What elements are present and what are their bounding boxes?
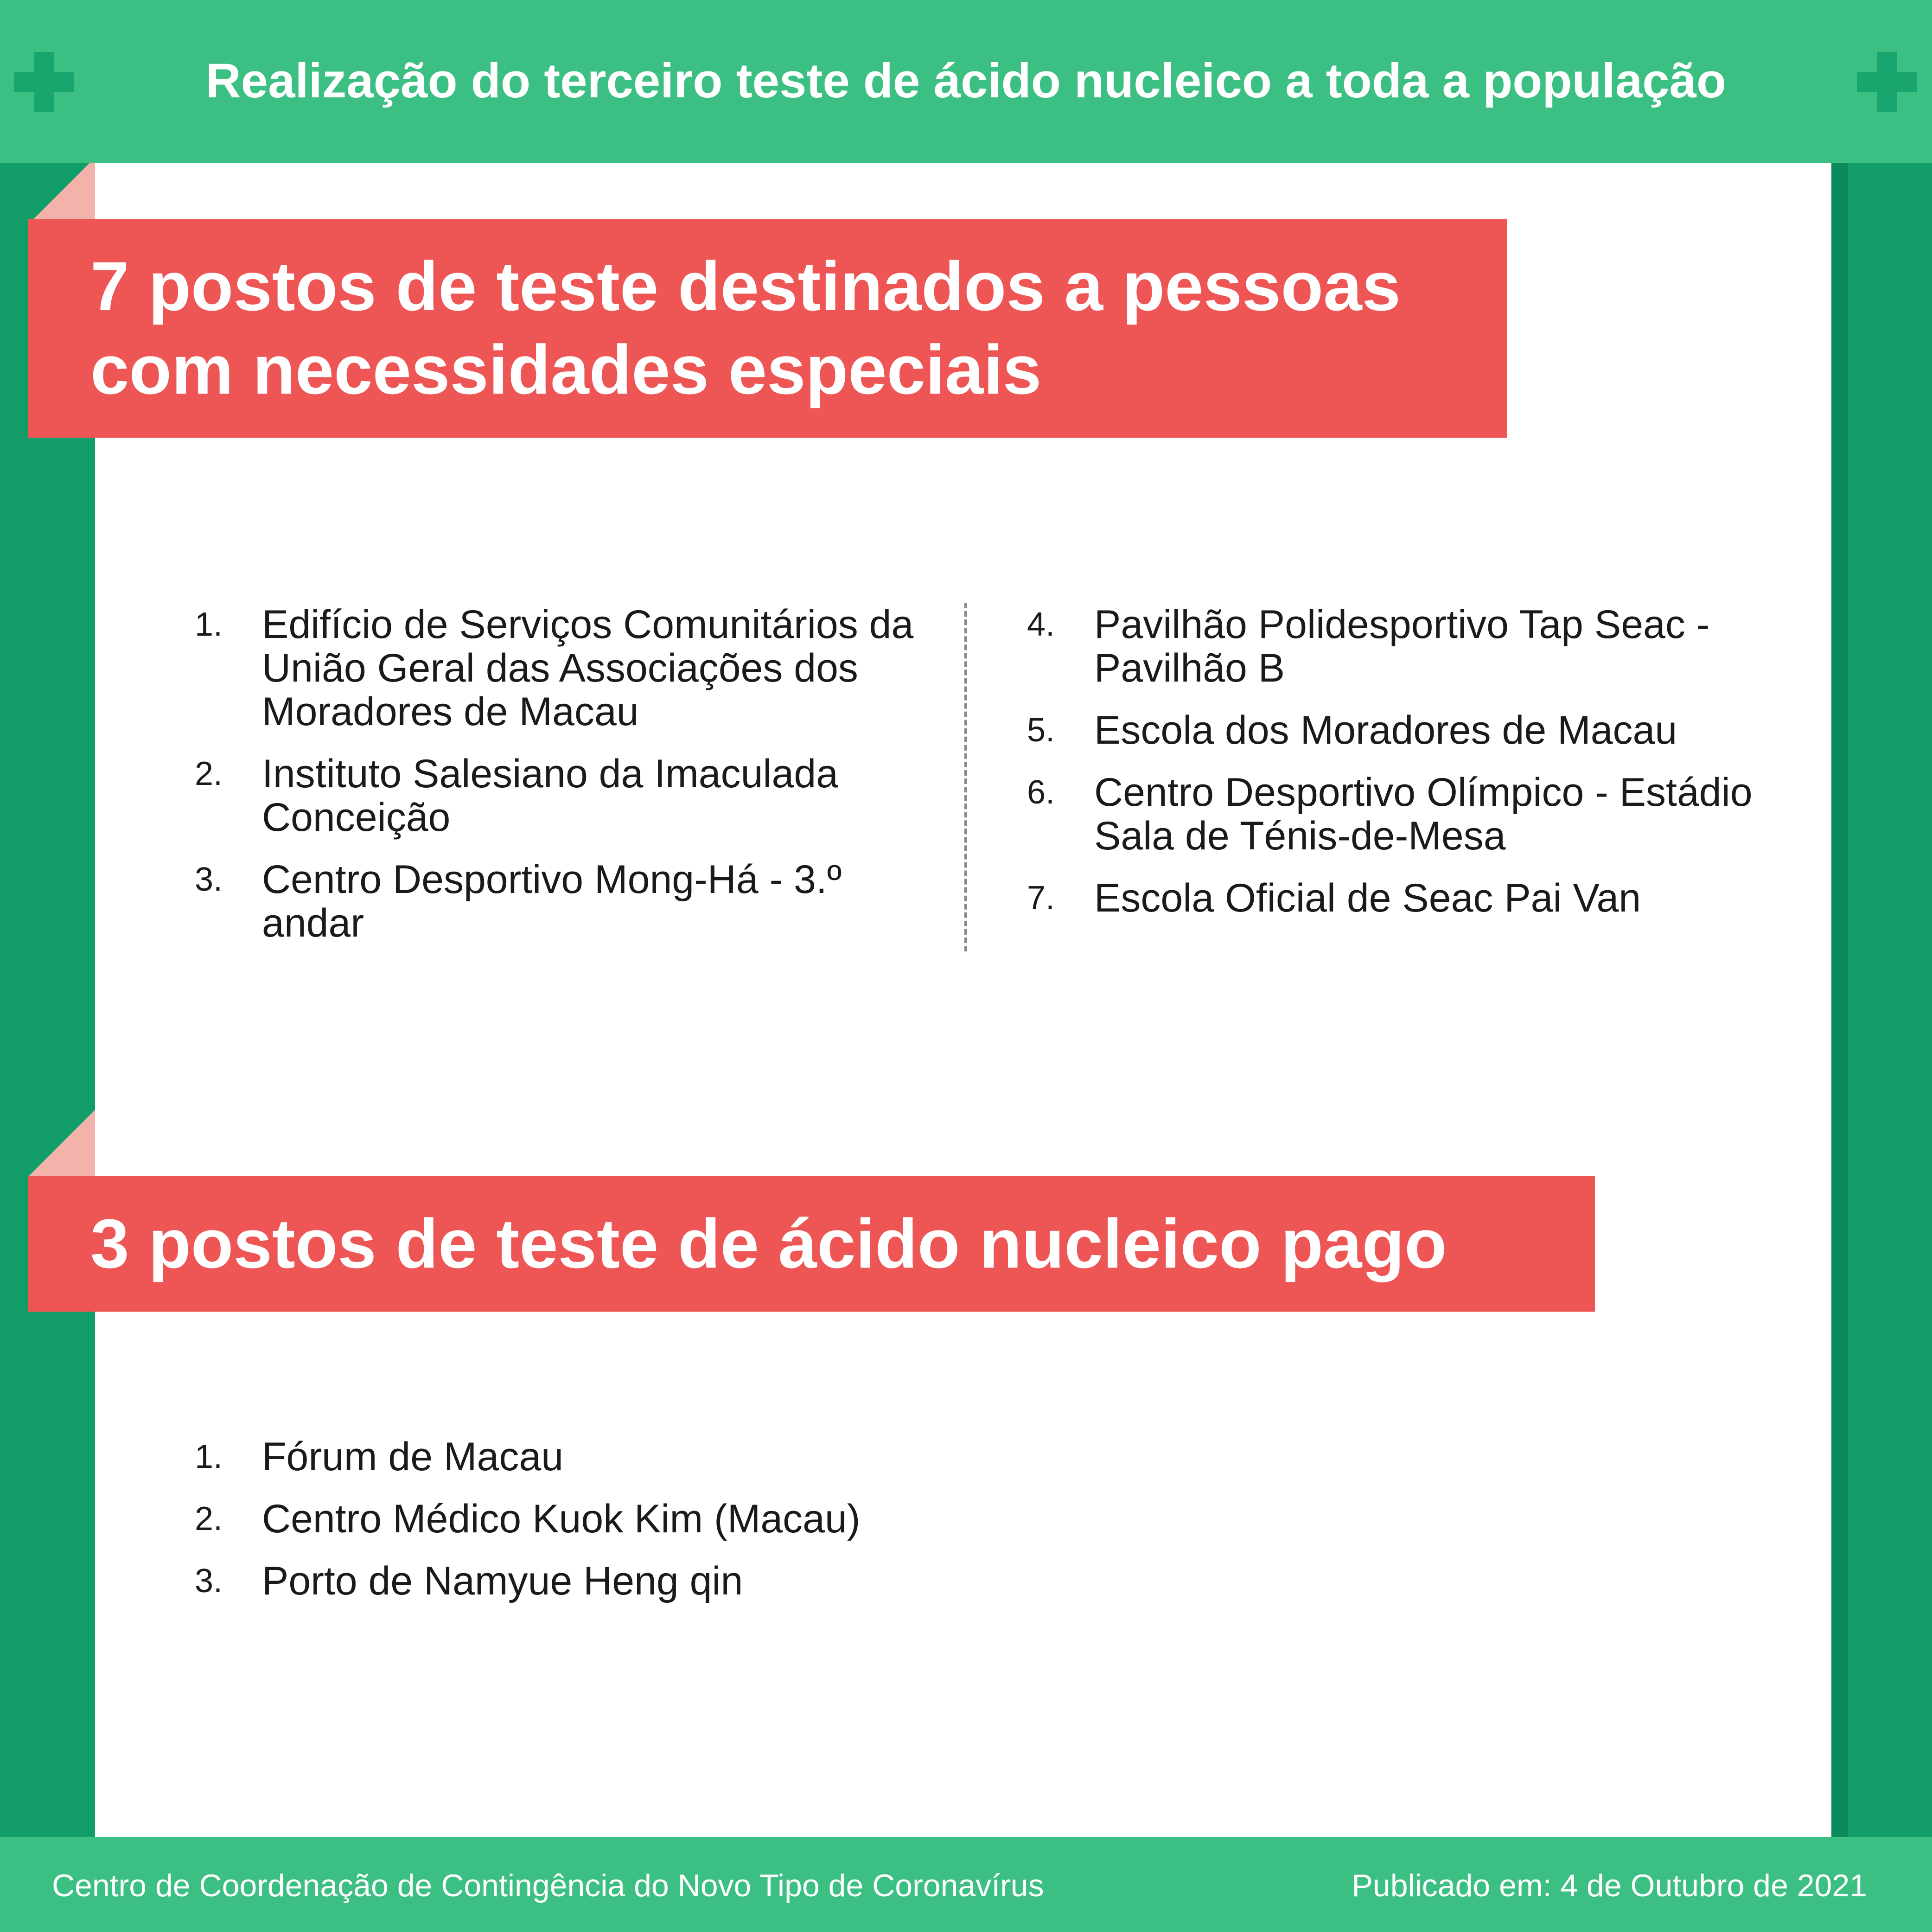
list-item: [195, 1435, 1215, 1479]
list-item: [195, 603, 946, 733]
footer-organization: Centro de Coordenação de Contingência do Novo Tipo de Coronavírus: [52, 1868, 1044, 1903]
section-title-line: com necessidades especiais: [90, 331, 1042, 408]
list-item: [195, 752, 946, 839]
test-site-list-right: [1027, 603, 1778, 938]
item-number: 6.: [1027, 774, 1055, 811]
list-item: [1027, 603, 1778, 690]
item-number: 2.: [195, 1500, 223, 1537]
banner-fold-corner: [28, 163, 95, 219]
item-text: Pavilhão Polidesportivo Tap Seac - Pavilhão B: [1094, 602, 1710, 690]
item-number: 5.: [1027, 712, 1055, 749]
section-banner-special-needs: [28, 219, 1507, 438]
footer-publish-date: Publicado em: 4 de Outubro de 2021: [1352, 1868, 1867, 1903]
item-text: Porto de Namyue Heng qin: [262, 1559, 743, 1603]
paid-test-site-list: [195, 1435, 1215, 1621]
plus-cross-icon: [1857, 52, 1917, 112]
section-title-line: 7 postos de teste destinados a pessoas: [90, 247, 1401, 325]
section-title: 3 postos de teste de ácido nucleico pago: [90, 1205, 1447, 1282]
list-item: [1027, 708, 1778, 752]
plus-cross-icon: [14, 52, 74, 112]
list-item: [1027, 876, 1778, 920]
panel-shadow: [1831, 163, 1848, 1837]
test-site-list-left: [195, 603, 946, 963]
page-title: Realização do terceiro teste de ácido nucleico a toda a população: [205, 54, 1727, 108]
header-bar: [0, 0, 1932, 163]
item-text: Centro Desportivo Olímpico - Estádio Sala de Ténis-de-Mesa: [1094, 770, 1753, 858]
item-text: Escola Oficial de Seac Pai Van: [1094, 876, 1641, 920]
list-item: [195, 858, 946, 945]
column-divider: [964, 603, 967, 951]
banner-fold-corner: [28, 1110, 95, 1176]
list-item: [1027, 771, 1778, 858]
item-text: Escola dos Moradores de Macau: [1094, 708, 1677, 752]
item-text: Centro Médico Kuok Kim (Macau): [262, 1497, 861, 1541]
item-number: 1.: [195, 606, 223, 643]
item-number: 1.: [195, 1438, 223, 1475]
item-number: 3.: [195, 861, 223, 898]
section-banner-paid-tests: [28, 1176, 1595, 1312]
item-text: Centro Desportivo Mong-Há - 3.º andar: [262, 857, 842, 945]
item-text: Instituto Salesiano da Imaculada Conceição: [262, 752, 839, 840]
item-text: Edifício de Serviços Comunitários da União Geral das Associações dos Moradores de Macau: [262, 602, 914, 734]
section-title: [90, 244, 1479, 411]
item-number: 3.: [195, 1562, 223, 1600]
footer-bar: [0, 1837, 1932, 1932]
item-text: Fórum de Macau: [262, 1435, 564, 1479]
item-number: 4.: [1027, 606, 1055, 643]
list-item: [195, 1559, 1215, 1603]
list-item: [195, 1497, 1215, 1541]
item-number: 2.: [195, 755, 223, 792]
item-number: 7.: [1027, 880, 1055, 917]
